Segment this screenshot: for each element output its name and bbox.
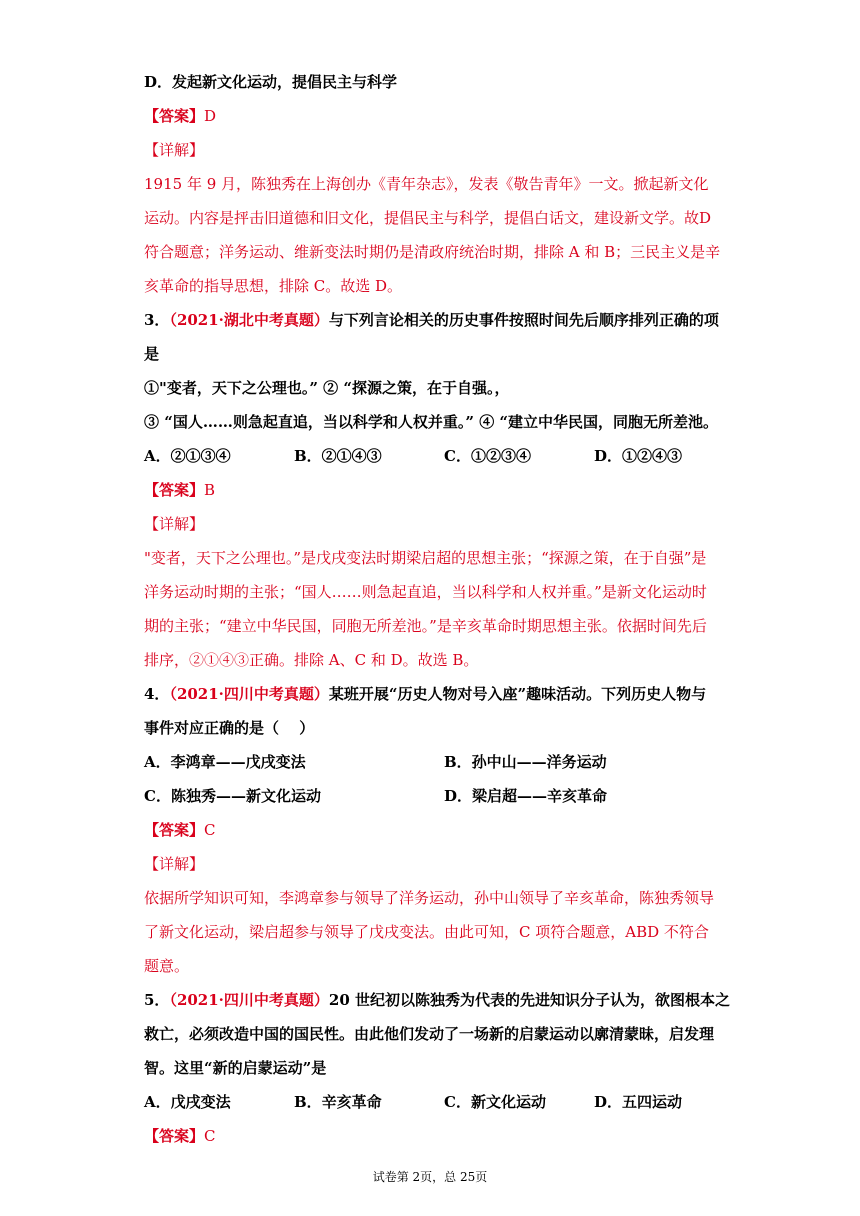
q3-explain-line: 排序，②①④③正确。排除 A、C 和 D。故选 B。 — [144, 651, 479, 669]
q4-stem — [144, 684, 706, 704]
answer-tag: 【答案】 — [144, 107, 205, 125]
q3-stem-line: ③ “国人……则急起直追，当以科学和人权并重。” ④ “建立中华民国，同胞无所差池。 — [144, 413, 719, 431]
q2-explain-line: 1915 年 9 月，陈独秀在上海创办《青年杂志》，发表《敬告青年》一文。掀起新文化 — [144, 175, 709, 193]
q3-stem-line: 是 — [144, 345, 160, 363]
q4-answer — [144, 820, 216, 840]
q2-explain-line: 符合题意；洋务运动、维新变法时期仍是清政府统治时期，排除 A 和 B；三民主义是辛 — [144, 243, 721, 261]
q2-option-d: D．发起新文化运动，提倡民主与科学 — [144, 73, 398, 91]
q3-explain-tag: 【详解】 — [144, 515, 205, 533]
answer-tag: 【答案】 — [144, 481, 205, 499]
q4-option-a: A．李鸿章——戊戌变法 — [144, 753, 306, 771]
q3-answer — [144, 480, 215, 500]
q5-option-d: D．五四运动 — [594, 1093, 683, 1111]
q4-explain-tag: 【详解】 — [144, 855, 205, 873]
question-stem: 与下列言论相关的历史事件按照时间先后顺序排列正确的项 — [328, 311, 719, 329]
question-source: （2021·湖北中考真题） — [169, 311, 329, 329]
question-number: 3． — [144, 311, 170, 329]
q4-explain-line: 了新文化运动，梁启超参与领导了戊戌变法。由此可知，C 项符合题意，ABD 不符合 — [144, 923, 709, 941]
q3-explain-line: "变者，天下之公理也。”是戊戌变法时期梁启超的思想主张；“探源之策，在于自强”是 — [144, 549, 707, 567]
answer-value: B — [204, 481, 216, 499]
page-footer: 试卷第 2页，总 25页 — [372, 1170, 488, 1184]
q2-explain-tag: 【详解】 — [144, 141, 205, 159]
question-stem: 某班开展“历史人物对号入座”趣味活动。下列历史人物与 — [328, 685, 707, 703]
question-number: 5． — [144, 991, 170, 1009]
q3-stem — [144, 310, 719, 330]
q3-explain-line: 期的主张；“建立中华民国，同胞无所差池。”是辛亥革命时期思想主张。依据时间先后 — [144, 617, 707, 635]
q5-option-c: C．新文化运动 — [444, 1093, 546, 1111]
q3-option-d: D．①②④③ — [594, 447, 683, 465]
q4-stem-line: 事件对应正确的是（ ） — [144, 719, 315, 737]
q5-option-a: A．戊戌变法 — [144, 1093, 231, 1111]
answer-tag: 【答案】 — [144, 1127, 205, 1145]
answer-value: D — [204, 107, 217, 125]
q4-option-b: B．孙中山——洋务运动 — [444, 753, 607, 771]
q2-answer — [144, 106, 216, 126]
question-stem: 20 世纪初以陈独秀为代表的先进知识分子认为，欲图根本之 — [328, 991, 731, 1009]
q3-stem-line: ①"变者，天下之公理也。” ② “探源之策，在于自强。， — [144, 379, 510, 397]
answer-tag: 【答案】 — [144, 821, 205, 839]
question-source: （2021·四川中考真题） — [169, 685, 329, 703]
answer-value: C — [204, 1127, 216, 1145]
q3-option-b: B．②①④③ — [294, 447, 382, 465]
q3-explain-line: 洋务运动时期的主张；“国人……则急起直追，当以科学和人权并重。”是新文化运动时 — [144, 583, 707, 601]
q3-option-c: C．①②③④ — [444, 447, 531, 465]
q2-explain-line: 运动。内容是抨击旧道德和旧文化，提倡民主与科学，提倡白话文，建设新文学。故D — [144, 209, 712, 227]
q4-explain-line: 依据所学知识可知，李鸿章参与领导了洋务运动，孙中山领导了辛亥革命，陈独秀领导 — [144, 889, 715, 907]
q4-explain-line: 题意。 — [144, 957, 190, 975]
q2-explain-line: 亥革命的指导思想，排除 C。故选 D。 — [144, 277, 403, 295]
q5-answer — [144, 1126, 216, 1146]
answer-value: C — [204, 821, 216, 839]
q5-stem-line: 救亡，必须改造中国的国民性。由此他们发动了一场新的启蒙运动以廓清蒙昧，启发理 — [144, 1025, 715, 1043]
q4-option-d: D．梁启超——辛亥革命 — [444, 787, 608, 805]
q5-stem-line: 智。这里“新的启蒙运动”是 — [144, 1059, 327, 1077]
question-number: 4． — [144, 685, 170, 703]
q4-option-c: C．陈独秀——新文化运动 — [144, 787, 321, 805]
q3-option-a: A．②①③④ — [144, 447, 231, 465]
q5-stem — [144, 990, 730, 1010]
q5-option-b: B．辛亥革命 — [294, 1093, 382, 1111]
question-source: （2021·四川中考真题） — [169, 991, 329, 1009]
